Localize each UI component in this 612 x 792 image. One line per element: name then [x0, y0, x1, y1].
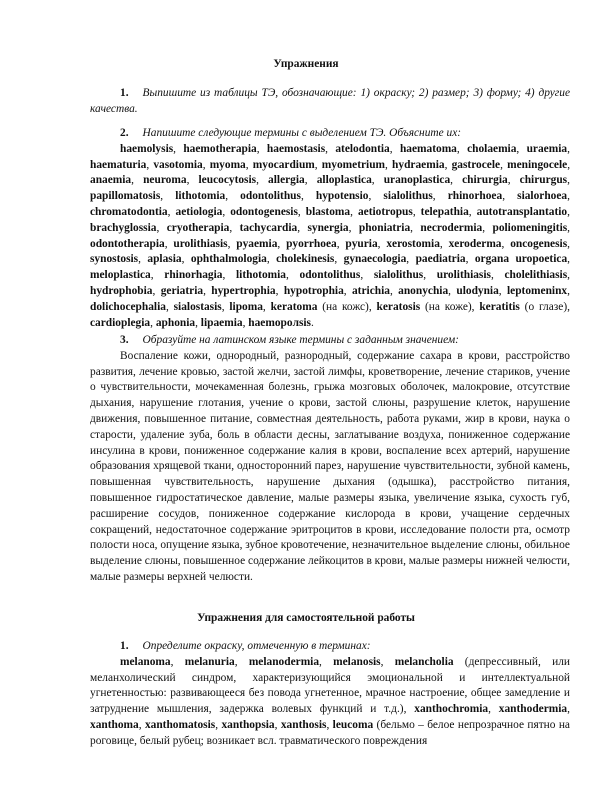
exercise-number: 3.: [120, 334, 129, 346]
exercise-body: Воспаление кожи, однородный, разнородный, содержание сахара в крови, расстройство развития, лечение кровью, застой желчи, застой лимфы, кроветворение, лечение стариков, учение о чувствительности, мочекаменная болезнь, грыжа мозговых оболочек, малокровие, отсутствие дыхания, нарушение глотания, учение о крови, застой слюны, разрушение клеток, нарушение движения, повышенное питание, совместная деятельность, работа руками, жир в крови, наука о старости, удаление зуба, боль в области десны, заглатывание воздуха, пониженное содержание инсулина в крови, пониженное содержание калия в крови, воспаление всех артерий, нарушение образования хрящевой ткани, односторонний парез, нарушение чувствительности, зубной камень, повышенная чувствительность, нарушение дыхания (одышка), расстройство питания, повышенное гидростатическое давление, малые размеры языка, увеличение языка, сухость губ, расширение сосудов, пониженное содержание кислорода в крови, учащение сердечных сокращений, недостаточное содержание эритроцитов в крови, исследование полости рта, осмотр полости носа, опущение языка, зубное кровотечение, незначительное выделение слюны, обильное выделение слюны, повышенное содержание лейкоцитов в крови, малые размеры нижней челюсти, малые размеры верхней челюсти.: [90, 349, 570, 583]
exercise-task: Определите окраску, отмеченную в терминах:: [142, 640, 371, 652]
exercise-task: Напишите следующие термины с выделением ТЭ. Объясните их:: [142, 127, 462, 139]
section-title: Упражнения: [273, 58, 339, 70]
term-list: melanoma, melanuria, melanodermia, melanosis, melancholia (депрессивный, или меланхолический синдром, характеризующийся эмоциональной и интеллектуальной угнетенностью: развивающееся без повода угнетенное, мрачное настроение, общее замедление и затруднение мышления, задержка волевых функций и т.д.), xanthochromia, xanthodermia, xanthoma, xanthomatosis, xanthopsia, xanthosis, leucoma (бельмо – белое непрозрачное пятно на роговице, белый рубец; возникает всл. травматического повреждения: [90, 655, 570, 747]
section-title-2: Упражнения для самостоятельной работы: [197, 612, 415, 624]
exercise-number: 1.: [120, 640, 129, 652]
term-list: haemolysis, haemotherapia, haemostasis, atelodontia, haematoma, cholaemia, uraemia, haematuria, vasotomia, myoma, myocardium, myometrium, hydraemia, gastrocele, meningocele, anaemia, neuroma, leucocytosis, allergia, alloplastica, uranoplastica, chirurgia, chirurgus, papillomatosis, lithotomia, odontolithus, hypotensio, sialolithus, rhinorhoea, sialorhoea, chromatodontia, aetiologia, odontogenesis, blastoma, aetiotropus, telepathia, autotransplantatio, brachyglossia, cryotherapia, tachycardia, synergia, phoniatria, necrodermia, poliomeningitis, odontotherapia, urolithiasis, pyaemia, pyorrhoea, pyuria, xerostomia, xeroderma, oncogenesis, synostosis, aplasia, ophthalmologia, cholekinesis, gynaecologia, paediatria, organa uropoetica, meloplastica, rhinorhagia, lithotomia, odontolithus, sialolithus, urolithiasis, cholelithiasis, hydrophobia, geriatria, hypertrophia, hypotrophia, atrichia, anonychia, ulodynia, leptomeninx, dolichocephalia, sialostasis, lipoma, keratoma (на кожс), keratosis (на коже), keratitis (о глазе), cardioplegia, aphonia, lipaemia, haemopoлsis.: [90, 142, 571, 329]
exercise-number: 1.: [120, 87, 129, 99]
exercise-number: 2.: [120, 127, 129, 139]
self-work-exercise-1: [90, 639, 570, 750]
exercise-2: [90, 126, 570, 331]
exercise-3: [90, 333, 570, 586]
exercise-task: Образуйте на латинском языке термины с заданным значением:: [142, 334, 459, 346]
exercise-1: [90, 86, 570, 118]
exercise-task: Выпишите из таблицы ТЭ, обозначающие: 1) окраску; 2) размер; 3) форму; 4) другие качества.: [90, 87, 570, 115]
